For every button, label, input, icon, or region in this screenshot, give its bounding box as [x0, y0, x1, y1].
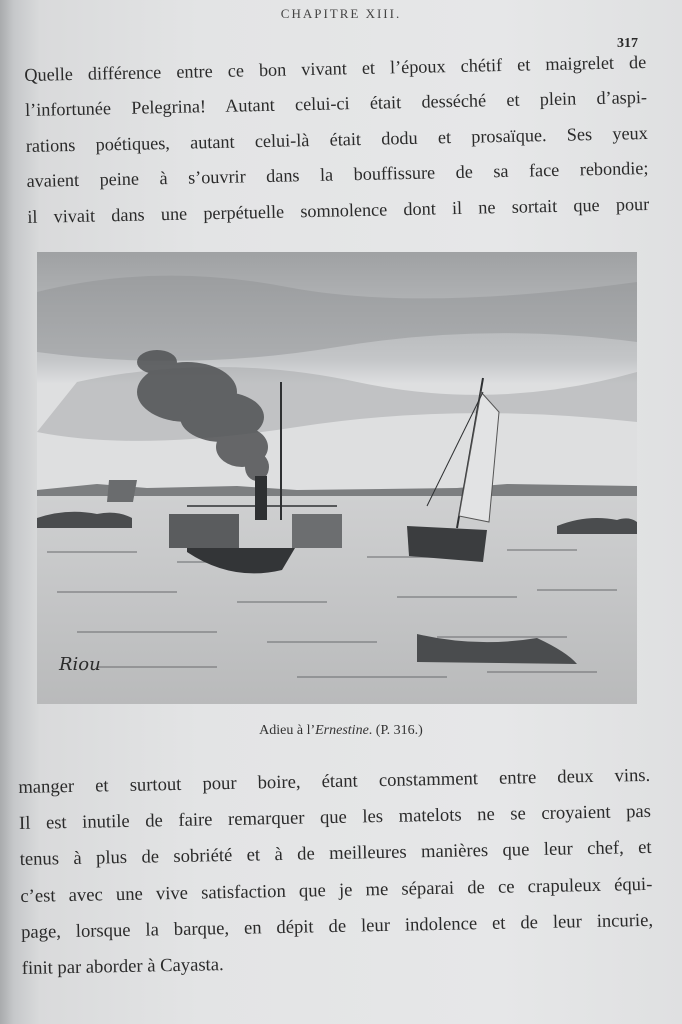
page-number: 317	[617, 36, 638, 51]
text-line: manger et surtout pour boire, étant constamment entre deux vins.	[18, 764, 651, 798]
bottom-paragraph	[18, 758, 654, 987]
text-line: tenus à plus de sobriété et à de meilleures manières que leur chef, et	[19, 837, 652, 871]
caption-prefix: Adieu à l’	[259, 723, 316, 738]
top-paragraph	[24, 45, 650, 235]
chapter-header: CHAPITRE XIII.	[280, 6, 402, 21]
illustration-caption	[0, 723, 682, 739]
text-line: il vivait dans une perpétuelle somnolence dont il ne sortait que pour	[27, 193, 650, 227]
text-line: Quelle différence entre ce bon vivant et l’époux chétif et maigrelet de	[24, 51, 647, 85]
text-line: Il est inutile de faire remarquer que les matelots ne se croyaient pas	[18, 801, 652, 835]
text-line: avaient peine à s’ouvrir dans la bouffissure de sa face rebondie;	[26, 158, 649, 192]
artist-signature: Riou	[59, 654, 101, 675]
distant-ship	[107, 480, 137, 502]
engraving-illustration	[37, 252, 637, 704]
caption-suffix: . (P. 316.)	[368, 723, 423, 738]
text-line: page, lorsque la barque, en dépit de leur indolence et de leur incurie,	[20, 909, 654, 943]
caption-name: Ernestine	[315, 723, 369, 738]
text-line: l’infortunée Pelegrina! Autant celui-ci était desséché et plein d’aspi-	[24, 87, 648, 121]
text-line: rations poétiques, autant celui-là était dodu et prosaïque. Ses yeux	[25, 122, 648, 156]
reeds-left	[37, 512, 132, 528]
text-line: c’est avec une vive satisfaction que je me séparai de ce crapuleux équi-	[20, 873, 653, 907]
text-line: finit par aborder à Cayasta.	[21, 954, 224, 979]
